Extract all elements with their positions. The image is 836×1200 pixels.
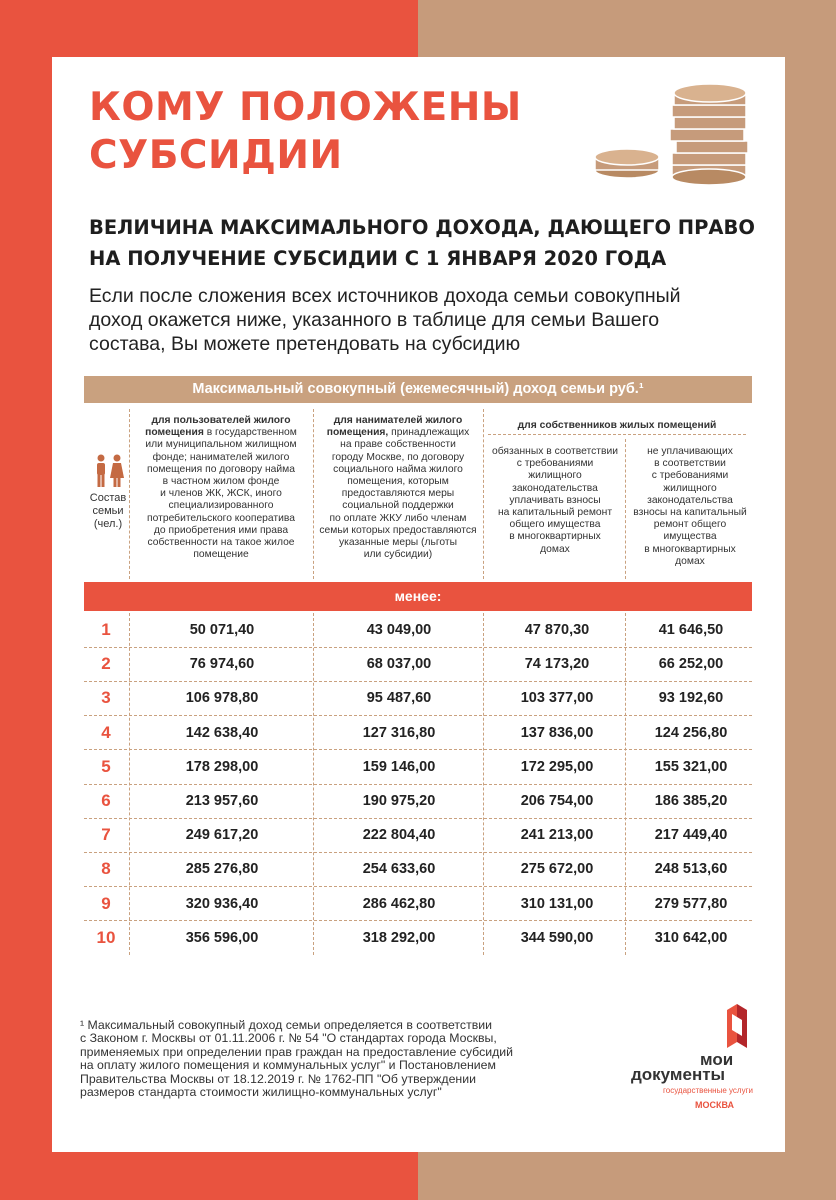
income-cell: 155 321,00 (654, 758, 728, 775)
income-cell: 43 049,00 (366, 622, 432, 638)
income-cell: 310 642,00 (654, 929, 728, 946)
income-cell: 106 978,80 (185, 690, 259, 707)
subtitle-line-1: ВЕЛИЧИНА МАКСИМАЛЬНОГО ДОХОДА, ДАЮЩЕГО ПРАВО (89, 216, 755, 239)
column-header-tenants (316, 415, 480, 593)
family-size-cell: 10 (96, 927, 116, 947)
table-row (84, 681, 752, 715)
column-separator (129, 613, 130, 955)
header-line (316, 500, 480, 512)
income-cell: 286 462,80 (362, 895, 436, 912)
logo-subtitle: государственные услуги (663, 1086, 753, 1095)
footnote-line: на оплату жилого помещения и коммунальных услуг" и Постановлением (80, 1058, 496, 1073)
header-line (132, 513, 310, 525)
family-size-cell: 4 (101, 722, 111, 742)
income-cell: 310 131,00 (520, 895, 594, 912)
header-line (132, 488, 310, 500)
page-title (89, 84, 522, 180)
header-line-text: до приобретения ими права (153, 524, 289, 536)
header-line-text: принадлежащих (388, 427, 470, 439)
header-line-text: или муниципальном жилищном (145, 439, 297, 451)
header-line (316, 549, 480, 561)
income-cell: 47 870,30 (524, 622, 590, 638)
header-line-text: собственности на такое жилое (147, 537, 295, 549)
table-row (84, 647, 752, 681)
header-line: жилищного (528, 470, 582, 482)
footnote-line: размеров стандарта стоимости жилищно-коммунальных услуг" (80, 1085, 442, 1100)
coins-icon (590, 75, 760, 195)
header-line: не уплачивающих (647, 446, 733, 457)
income-cell: 41 646,50 (658, 622, 724, 638)
header-line (132, 537, 310, 549)
header-line (316, 476, 480, 488)
intro-line-3: состава, Вы можете претендовать на субсидию (89, 333, 521, 355)
family-size-cell: 8 (101, 859, 111, 879)
header-line-text: на праве собственности (340, 439, 456, 451)
header-line (132, 415, 310, 427)
subtitle-line-2: НА ПОЛУЧЕНИЕ СУБСИДИИ С 1 ЯНВАРЯ 2020 ГОДА (89, 247, 667, 270)
family-size-cell: 6 (101, 791, 111, 810)
income-cell: 275 672,00 (520, 861, 594, 878)
header-line (316, 488, 480, 500)
logo-text-dokumenty: документы (631, 1065, 726, 1084)
header-line (132, 452, 310, 464)
family-size-cell: 3 (101, 688, 111, 708)
header-line-text: помещения, которым (347, 476, 449, 488)
column-separator (625, 613, 626, 955)
income-cell: 285 276,80 (185, 861, 259, 878)
header-line: законодательства (647, 494, 733, 506)
header-line-bold: помещения (145, 427, 204, 439)
header-line: ремонт общего (653, 519, 727, 531)
header-line: имущества (663, 531, 717, 543)
header-line: общего имущества (509, 519, 601, 531)
header-line-text: помещения по договору найма (147, 463, 295, 475)
income-cell: 95 487,60 (366, 690, 432, 707)
header-line: в многоквартирных (644, 543, 736, 555)
income-cell: 186 385,20 (654, 793, 728, 809)
family-size-cell: 7 (101, 825, 111, 845)
income-cell: 248 513,60 (654, 861, 728, 878)
header-line (316, 537, 480, 549)
header-line-text: фонде; нанимателей жилого (152, 451, 290, 463)
header-line: законодательства (512, 482, 598, 494)
income-cell: 159 146,00 (362, 758, 436, 775)
logo-text-moi: мои (700, 1050, 734, 1069)
header-line (316, 427, 480, 439)
footnote (80, 1019, 580, 1099)
header-line: с требованиями (651, 470, 729, 482)
header-line-text: по оплате ЖКУ либо членам (329, 512, 467, 524)
income-cell: 254 633,60 (362, 861, 436, 878)
header-line (132, 500, 310, 512)
header-line: домах (540, 543, 570, 555)
table-header-band: Максимальный совокупный (ежемесячный) доход семьи руб.¹ (84, 376, 752, 403)
header-line: на капитальный ремонт (497, 507, 613, 519)
column-separator (313, 613, 314, 955)
subtitle (89, 212, 755, 274)
table-row (84, 716, 752, 750)
income-cell: 137 836,00 (520, 724, 594, 741)
header-line (132, 549, 310, 561)
table-row (84, 750, 752, 784)
footnote-line: ¹ Максимальный совокупный доход семьи определяется в соответствии (80, 1018, 492, 1032)
income-cell: 217 449,40 (654, 827, 728, 844)
income-cell: 74 173,20 (524, 656, 590, 673)
header-line-bold: помещения, (326, 427, 389, 439)
intro-line-2: доход окажется ниже, указанного в таблице для семьи Вашего (89, 309, 660, 331)
income-cell: 178 298,00 (185, 758, 259, 775)
income-cell: 66 252,00 (658, 656, 724, 673)
family-size-label-2: семьи (92, 505, 124, 517)
income-cell: 320 936,40 (185, 895, 259, 912)
income-cell: 68 037,00 (366, 656, 432, 673)
header-separator (313, 409, 314, 579)
header-line-text: предоставляются меры (341, 488, 455, 500)
header-line-text: семьи которых предоставляются (319, 524, 477, 536)
header-line-text: помещение (193, 549, 249, 561)
header-line-bold: для пользователей жилого (151, 415, 291, 426)
footnote-line: применяемых при определении прав граждан на предоставление субсидий (80, 1044, 514, 1059)
column-header-users (132, 415, 310, 593)
footnote-line: с Законом г. Москвы от 01.11.2006 г. № 54 "О стандартах города Москвы, (80, 1031, 497, 1046)
header-line-text: указанные меры (льготы (338, 537, 458, 549)
income-cell: 127 316,80 (362, 724, 436, 741)
header-line: жилищного (663, 482, 717, 494)
header-line: уплачивать взносы (509, 494, 601, 506)
income-cell: 103 377,00 (520, 690, 594, 707)
moi-dokumenty-logo-icon (723, 1002, 749, 1050)
header-line (132, 427, 310, 439)
income-cell: 172 295,00 (520, 758, 594, 775)
header-line (316, 452, 480, 464)
family-size-label-3: (чел.) (93, 518, 123, 530)
income-cell: 344 590,00 (520, 929, 594, 946)
header-line-text: городу Москве, по договору (331, 451, 465, 463)
header-line-text: в государственном (203, 427, 297, 439)
income-cell: 222 804,40 (362, 827, 436, 844)
table-row (84, 784, 752, 818)
family-size-cell: 5 (101, 756, 111, 776)
title-line-2: СУБСИДИИ (89, 133, 343, 178)
header-line (316, 464, 480, 476)
table-row (84, 887, 752, 921)
income-cell: 190 975,20 (362, 793, 436, 809)
header-line (316, 525, 480, 537)
income-cell: 356 596,00 (185, 929, 259, 946)
header-separator (483, 409, 484, 579)
header-line (132, 464, 310, 476)
title-line-1: КОМУ ПОЛОЖЕНЫ (89, 85, 522, 130)
income-cell: 318 292,00 (362, 929, 436, 946)
family-size-cell: 1 (101, 620, 111, 639)
income-cell: 249 617,20 (185, 827, 259, 844)
intro-line-1: Если после сложения всех источников дохода семьи совокупный (89, 285, 681, 307)
family-icon (93, 454, 125, 488)
family-size-header (86, 492, 130, 531)
header-line (316, 439, 480, 451)
header-line: в соответствии (654, 458, 726, 470)
column-separator (483, 613, 484, 955)
header-line: с требованиями (516, 458, 594, 470)
header-line-text: специализированного (168, 500, 274, 512)
header-line: домах (675, 555, 705, 567)
header-line (132, 476, 310, 488)
family-size-label-1: Состав (89, 492, 127, 504)
header-line-text: в частном жилом фонде (162, 476, 280, 488)
income-cell: 124 256,80 (654, 724, 728, 741)
table-row (84, 613, 752, 647)
family-size-cell: 2 (101, 654, 111, 674)
header-line-text: потребительского кооператива (147, 512, 295, 524)
income-cell: 279 577,80 (654, 895, 728, 912)
income-cell: 93 192,60 (658, 690, 724, 707)
less-than-bar: менее: (84, 582, 752, 611)
table-row (84, 921, 752, 955)
income-cell: 76 974,60 (189, 656, 255, 673)
header-line (132, 525, 310, 537)
header-line: взносы на капитальный (633, 507, 747, 519)
header-line (132, 439, 310, 451)
income-cell: 206 754,00 (520, 793, 594, 809)
header-line: обязанных в соответствии (492, 446, 618, 457)
header-line-bold: для нанимателей жилого (333, 415, 463, 426)
intro-text (89, 284, 759, 356)
header-line (316, 513, 480, 525)
table-row (84, 818, 752, 852)
logo-city: МОСКВА (694, 1100, 734, 1110)
footnote-line: Правительства Москвы от 18.12.2019 г. № 1762-ПП "Об утверждении (80, 1071, 476, 1086)
family-size-cell: 9 (101, 893, 111, 913)
income-cell: 142 638,40 (185, 724, 259, 741)
header-line-text: или субсидии) (363, 549, 433, 561)
income-cell: 213 957,60 (185, 793, 259, 809)
header-line-text: и членов ЖК, ЖСК, иного (160, 488, 282, 500)
table-row (84, 852, 752, 886)
header-line-text: социальной поддержки (342, 500, 454, 512)
income-cell: 50 071,40 (189, 622, 255, 638)
column-header-owners: для собственников жилых помещений (517, 420, 717, 431)
header-line-text: социального найма жилого (333, 463, 463, 475)
header-line (316, 415, 480, 427)
income-cell: 241 213,00 (520, 827, 594, 844)
header-line: в многоквартирных (509, 531, 601, 543)
